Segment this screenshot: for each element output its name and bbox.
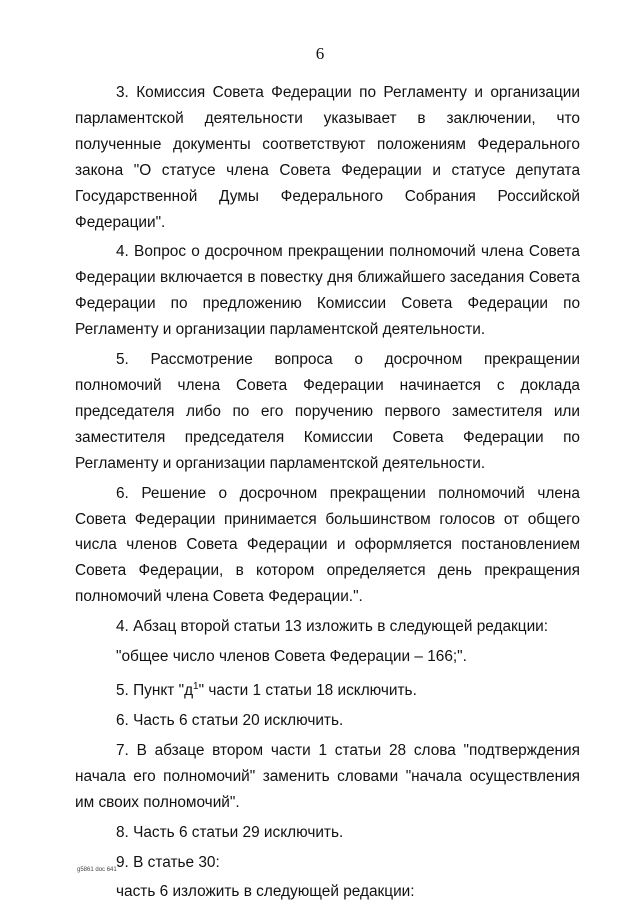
amendment-5	[75, 674, 580, 704]
paragraph-3: 3. Комиссия Совета Федерации по Регламенту и организации парламентской деятельности указывает в заключении, что полученные документы соответствуют положениям Федерального закона "О статусе члена Совета Федерации и статусе депутата Государственной Думы Федерального Собрания Российской Федерации".	[75, 84, 580, 231]
footer-code: g5861 doc 641	[77, 867, 117, 873]
paragraph-5: 5. Рассмотрение вопроса о досрочном прекращении полномочий члена Совета Федерации начинается с доклада председателя либо по его поручению первого заместителя или заместителя председателя Комиссии Совета Федерации по Регламенту и организации парламентской деятельности.	[75, 351, 580, 472]
amendment-6: 6. Часть 6 статьи 20 исключить.	[116, 711, 344, 729]
amendment-9: 9. В статье 30:	[116, 853, 220, 871]
page-number: 6	[315, 44, 325, 63]
amendment-4-quote: "общее число членов Совета Федерации – 166;".	[116, 648, 467, 666]
amendment-8: 8. Часть 6 статьи 29 исключить.	[116, 823, 344, 841]
document-body	[75, 80, 580, 905]
amendment-5-before: 5. Пункт "д	[116, 682, 194, 700]
amendment-7: 7. В абзаце втором части 1 статьи 28 слова "подтверждения начала его полномочий" заменить словами "начала осуществления им своих полномочий".	[75, 741, 580, 811]
amendment-5-superscript: 1	[193, 680, 199, 692]
amendment-9-part-6: часть 6 изложить в следующей редакции:	[116, 883, 415, 901]
amendment-5-after: " части 1 статьи 18 исключить.	[198, 682, 417, 700]
paragraph-4: 4. Вопрос о досрочном прекращении полномочий члена Совета Федерации включается в повестку дня ближайшего заседания Совета Федерации по предложению Комиссии Совета Федерации по Регламенту и организации парламентской деятельности.	[75, 243, 580, 339]
amendment-4: 4. Абзац второй статьи 13 изложить в следующей редакции:	[116, 618, 549, 636]
paragraph-6: 6. Решение о досрочном прекращении полномочий члена Совета Федерации принимается большинством голосов от общего числа членов Совета Федерации и оформляется постановлением Совета Федерации, в котором определяется день прекращения полномочий члена Совета Федерации.".	[75, 484, 580, 606]
